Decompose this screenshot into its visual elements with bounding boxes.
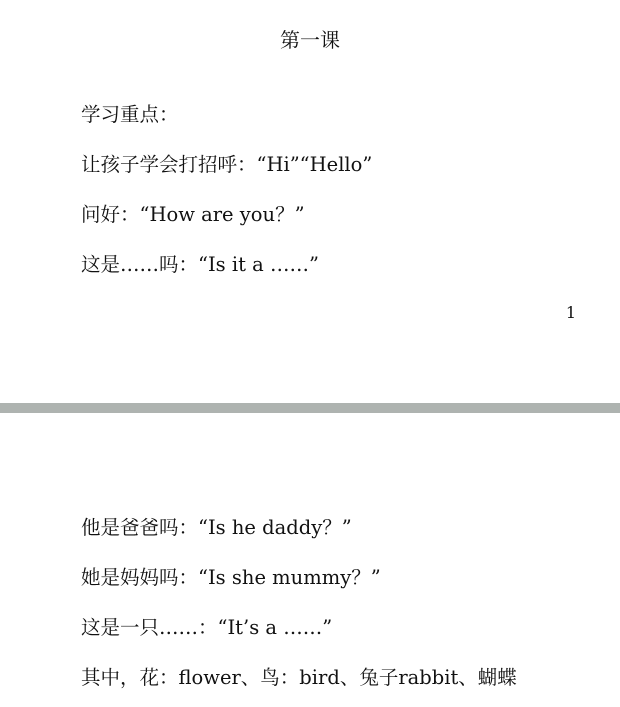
page-number: 1 [565, 303, 576, 322]
page-divider [0, 403, 620, 413]
lesson-title: 第一课 [280, 28, 340, 52]
text-line-how-are-you: 问好：“How are you？” [81, 203, 305, 226]
text-line-vocabulary: 其中，花：flower、鸟：bird、兔子rabbit、蝴蝶 [81, 666, 517, 689]
text-line-is-she-mummy: 她是妈妈吗：“Is she mummy？” [81, 566, 381, 589]
document-page-2 [0, 413, 620, 707]
text-line-greetings: 让孩子学会打招呼：“Hi”“Hello” [81, 153, 373, 176]
text-line-its-a: 这是一只……：“It’s a ……” [81, 616, 333, 639]
text-line-is-it-a: 这是……吗：“Is it a ……” [81, 253, 319, 276]
text-line-is-he-daddy: 他是爸爸吗：“Is he daddy？” [81, 516, 352, 539]
text-line-key-points: 学习重点： [81, 103, 179, 126]
